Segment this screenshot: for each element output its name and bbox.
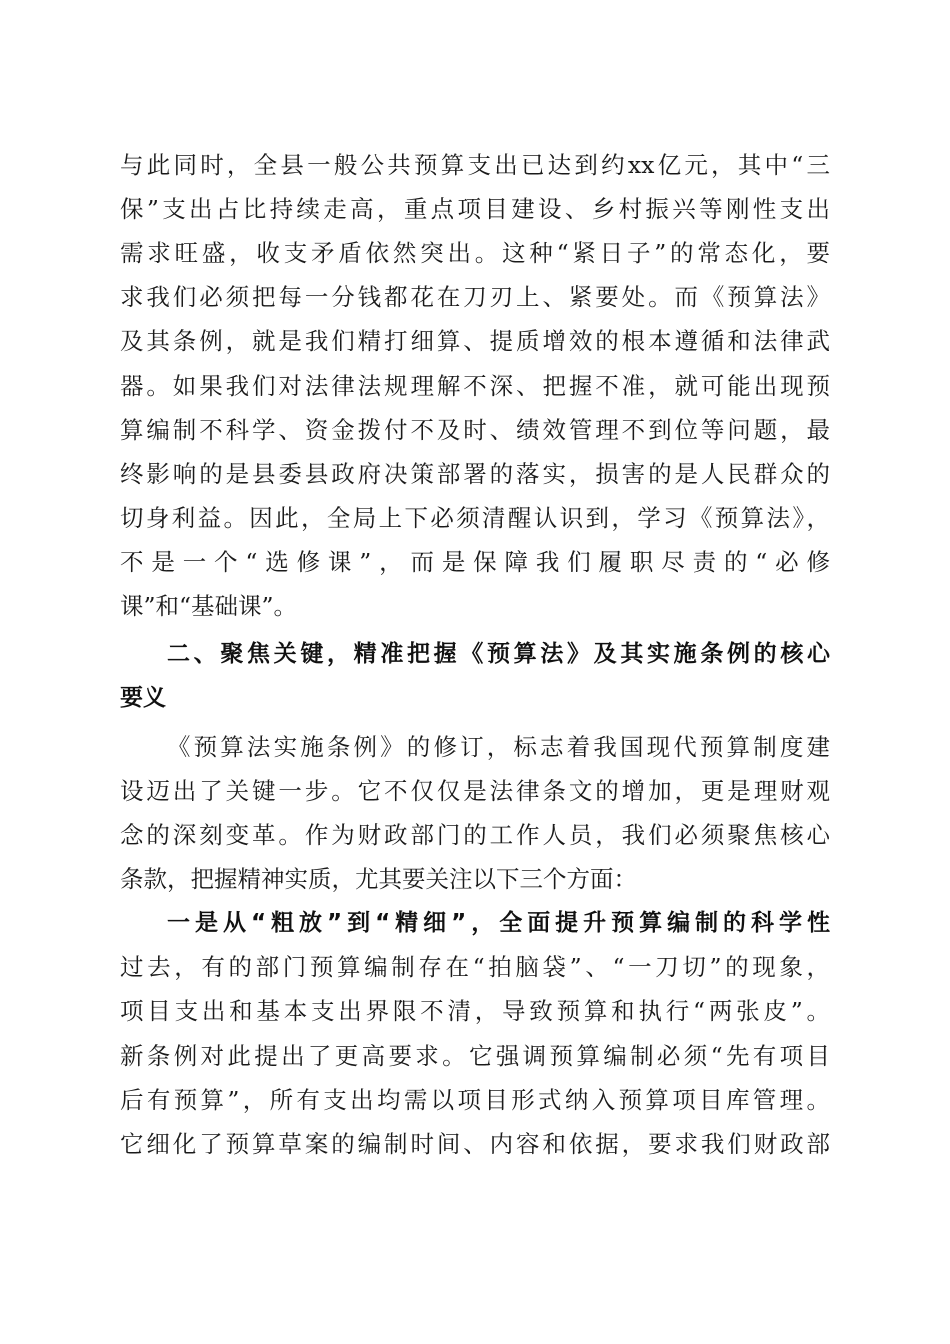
paragraph-1-line-3: 需求旺盛，收支矛盾依然突出。这种“紧日子”的常态化，要 — [120, 239, 830, 267]
paragraph-1-line-10: 不是一个“选修课”，而是保障我们履职尽责的“必修 — [120, 548, 830, 576]
paragraph-1-line-4: 求我们必须把每一分钱都花在刀刃上、紧要处。而《预算法》 — [120, 283, 830, 311]
paragraph-1-line-9: 切身利益。因此，全局上下必须清醒认识到，学习《预算法》， — [120, 504, 830, 532]
paragraph-1-line-11: 课”和“基础课”。 — [120, 592, 298, 620]
paragraph-3-line-2: 项目支出和基本支出界限不清，导致预算和执行“两张皮”。 — [120, 997, 830, 1025]
paragraph-2-line-2: 设迈出了关键一步。它不仅仅是法律条文的增加，更是理财观 — [120, 777, 830, 805]
paragraph-1-line-8: 终影响的是县委县政府决策部署的落实，损害的是人民群众的 — [120, 460, 830, 488]
paragraph-3-line-1: 过去，有的部门预算编制存在“拍脑袋”、“一刀切”的现象， — [120, 953, 830, 981]
paragraph-2-line-1: 《预算法实施条例》的修订，标志着我国现代预算制度建 — [167, 733, 830, 761]
section-heading-line-1: 二、聚焦关键，精准把握《预算法》及其实施条例的核心 — [167, 641, 830, 667]
paragraph-3-line-3: 新条例对此提出了更高要求。它强调预算编制必须“先有项目 — [120, 1042, 830, 1070]
paragraph-2-line-3: 念的深刻变革。作为财政部门的工作人员，我们必须聚焦核心 — [120, 821, 830, 849]
paragraph-2-line-4: 条款，把握精神实质，尤其要关注以下三个方面： — [120, 865, 637, 893]
paragraph-1-line-7: 算编制不科学、资金拨付不及时、绩效管理不到位等问题，最 — [120, 416, 830, 444]
paragraph-3-line-5: 它细化了预算草案的编制时间、内容和依据，要求我们财政部 — [120, 1130, 830, 1158]
paragraph-1-line-1: 与此同时，全县一般公共预算支出已达到约xx亿元，其中“三 — [120, 151, 830, 179]
paragraph-3-line-4: 后有预算”，所有支出均需以项目形式纳入预算项目库管理。 — [120, 1086, 830, 1114]
section-heading-line-2: 要义 — [120, 685, 166, 711]
paragraph-1-line-6: 器。如果我们对法律法规理解不深、把握不准，就可能出现预 — [120, 372, 830, 400]
subheading-1: 一是从“粗放”到“精细”，全面提升预算编制的科学性 — [167, 910, 830, 936]
paragraph-1-line-2: 保”支出占比持续走高，重点项目建设、乡村振兴等刚性支出 — [120, 195, 830, 223]
paragraph-1-line-5: 及其条例，就是我们精打细算、提质增效的根本遵循和法律武 — [120, 327, 830, 355]
